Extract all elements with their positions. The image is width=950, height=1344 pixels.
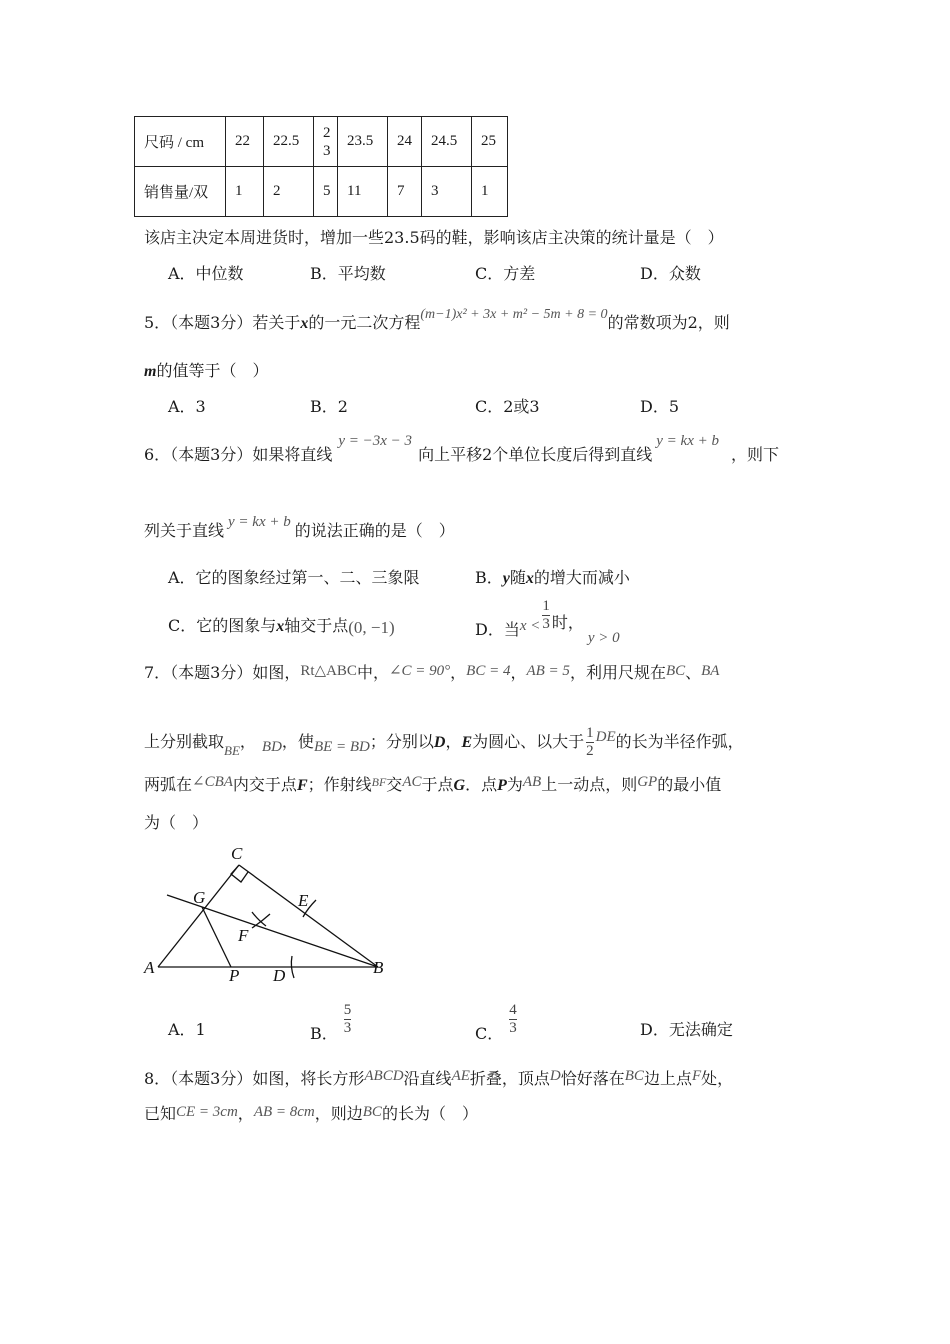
size-sales-table [134, 116, 508, 217]
q4-stem: 该店主决定本周进货时，增加一些23.5码的鞋，影响该店主决策的统计量是（ ） [144, 228, 724, 247]
size-cell: 23.5 [338, 117, 388, 167]
q5-line2: m的值等于（ ） [144, 361, 269, 380]
label-g: G [193, 888, 206, 907]
label-b: B [373, 958, 384, 977]
q7-line3: 两弧在∠CBA内交于点F；作射线$^{BF}$交AC于点G．点P为AB上一动点，则GP的最小值 [144, 774, 722, 794]
label-p: P [229, 966, 240, 985]
q7-option-a: A．1 [168, 1020, 206, 1039]
q6-line2: 列关于直线 y = kx + b 的说法正确的是（ ） [144, 514, 455, 540]
label-a: A [144, 958, 155, 977]
q7-line4: 为（ ） [144, 813, 209, 832]
q5-option-a: A．3 [168, 397, 206, 416]
q7-option-b: B． $\frac{5}{3}$ [310, 1002, 352, 1043]
q5-option-c: C．2或3 [475, 397, 540, 416]
label-c: C [231, 844, 243, 863]
sales-cell: 5 [314, 167, 338, 217]
q4-option-d: D．众数 [640, 264, 701, 283]
sales-cell: 2 [264, 167, 314, 217]
sales-cell: 11 [338, 167, 388, 217]
q6-line-b: y = kx + b [656, 433, 719, 449]
q6-option-b: B．y随x的增大而减小 [475, 568, 630, 587]
table-row [135, 117, 508, 167]
size-cell: 23 [314, 117, 338, 167]
size-cell: 22.5 [264, 117, 314, 167]
q4-option-c: C．方差 [475, 264, 536, 283]
sales-cell: 1 [472, 167, 508, 217]
q5-line1: 5．（本题3分）若关于x的一元二次方程(m−1)x² + 3x + m² − 5m + 8 = 0的常数项为2，则 [144, 307, 730, 332]
row-label-sales: 销售量/双 [135, 167, 226, 217]
size-cell: 24.5 [422, 117, 472, 167]
q7-line1: 7．（本题3分）如图，Rt△ABC中，∠C = 90°，BC = 4，AB = 5，利用尺规在BC、BA [144, 663, 720, 682]
label-d: D [273, 966, 286, 985]
q7-option-c: C． $\frac{4}{3}$ [475, 1002, 517, 1043]
size-cell: 25 [472, 117, 508, 167]
label-e: E [298, 891, 309, 910]
q4-option-a: A．中位数 [168, 264, 244, 283]
q6-option-a: A．它的图象经过第一、二、三象限 [168, 568, 420, 587]
q6-option-d: D．当x < $\frac{1}{3}$ 时，y > 0 [475, 598, 620, 646]
q5-option-b: B．2 [310, 397, 348, 416]
q6-option-c: C．它的图象与x轴交于点(0, −1) [168, 616, 395, 637]
sales-cell: 3 [422, 167, 472, 217]
q8-line2: 已知CE = 3cm，AB = 8cm，则边BC的长为（ ） [144, 1104, 478, 1123]
q7-line2: 上分别截取$_{BE}$， BD，使BE = BD；分别以D，E为圆心、以大于 $\frac{1}{2}$ DE的长为半径作弧， [144, 725, 744, 759]
q6-line1: 6．（本题3分）如果将直线y = −3x − 3向上平移2个单位长度后得到直线y = kx + b，则下 [144, 433, 779, 464]
right-angle-mark [231, 865, 248, 882]
row-label-size: 尺码 / cm [135, 117, 226, 167]
size-cell: 22 [226, 117, 264, 167]
q5-equation: (m−1)x² + 3x + m² − 5m + 8 = 0 [420, 307, 608, 322]
sales-cell: 1 [226, 167, 264, 217]
q6-line-a: y = −3x − 3 [338, 433, 413, 449]
size-cell: 24 [388, 117, 422, 167]
label-f: F [238, 926, 249, 945]
q7-option-d: D．无法确定 [640, 1020, 733, 1039]
table-row [135, 167, 508, 217]
q7-triangle-figure [140, 840, 400, 990]
side-bc [239, 865, 378, 967]
q4-option-b: B．平均数 [310, 264, 386, 283]
q5-option-d: D．5 [640, 397, 680, 416]
q8-line1: 8．（本题3分）如图，将长方形ABCD沿直线AE折叠，顶点D恰好落在BC边上点F处， [144, 1068, 734, 1088]
sales-cell: 7 [388, 167, 422, 217]
